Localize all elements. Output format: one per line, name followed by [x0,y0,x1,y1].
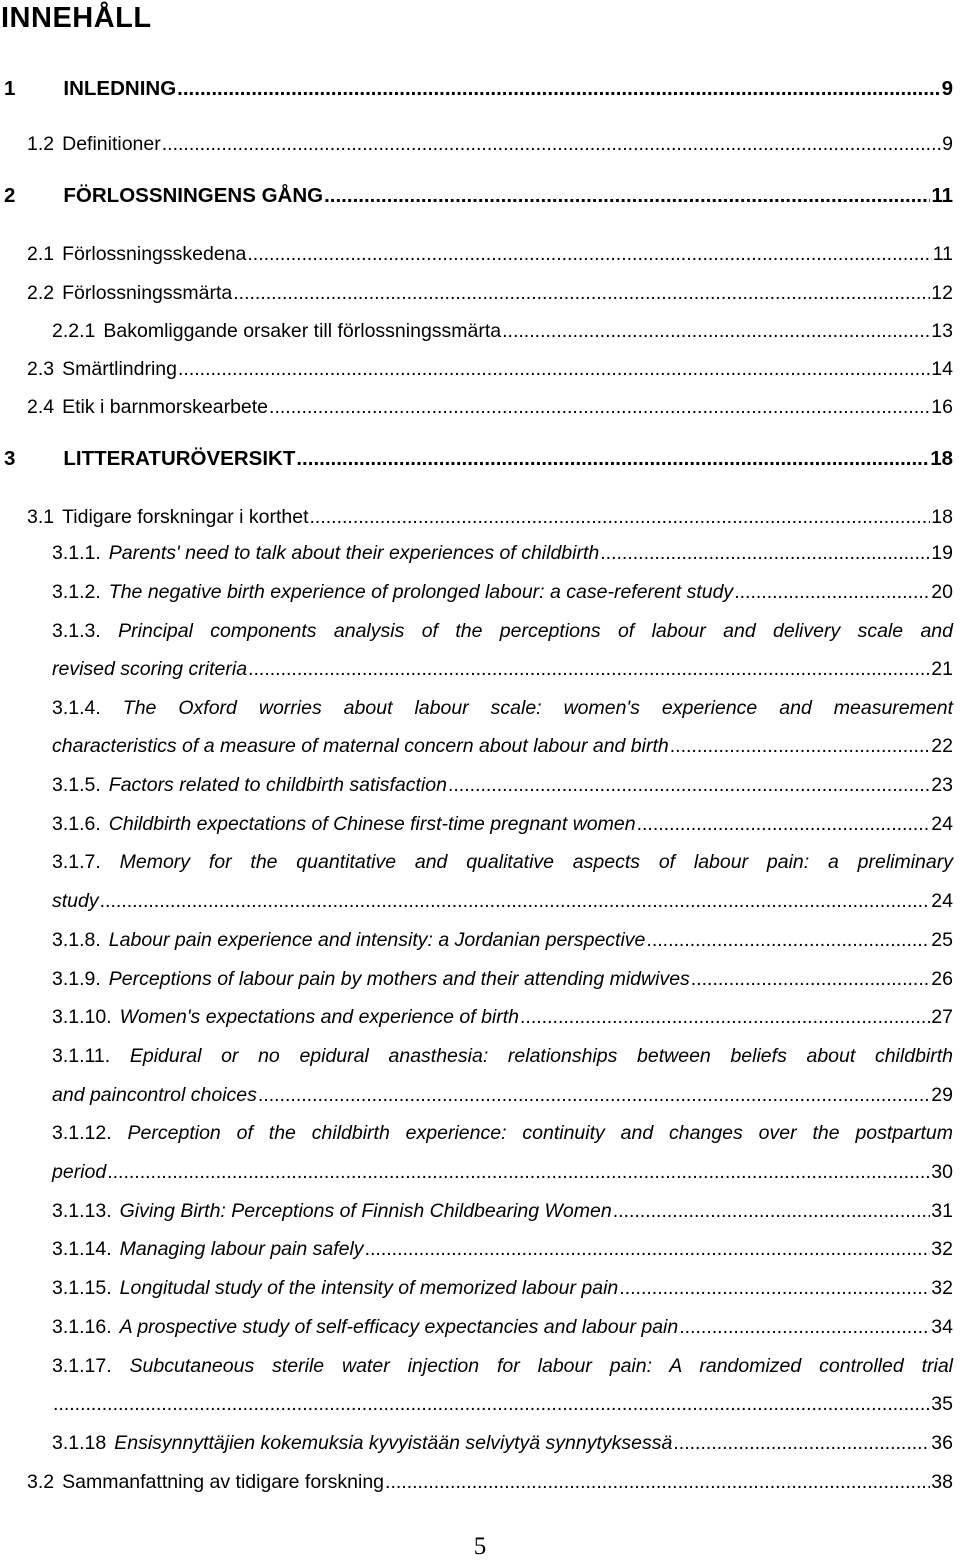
toc-page-number: 25 [931,929,953,951]
toc-leader-dots [258,1084,930,1106]
toc-page-number: 22 [931,735,953,757]
toc-entry-title: Subcutaneous sterile water injection for labour pain: A randomized controlled trial [129,1355,953,1377]
toc-entry-second-line [52,1161,953,1183]
toc-entry-line [27,358,953,380]
toc-entry-title: Giving Birth: Perceptions of Finnish Childbearing Women [119,1200,612,1222]
page-number: 5 [473,1533,487,1560]
toc-entry-title: Smärtlindring [62,358,177,380]
toc-entry-line [52,774,953,796]
toc-leader-dots [233,282,930,304]
toc-entry-title: LITTERATURÖVERSIKT [63,447,296,470]
toc-entry-first-line [52,697,953,719]
toc-page-number: 18 [931,506,953,528]
toc-leader-dots [365,1238,931,1260]
toc-entry-title: Perceptions of labour pain by mothers and their attending midwives [108,968,690,990]
toc-leader-dots [502,320,930,342]
toc-leader-dots [107,1161,930,1183]
toc-entry-second-line [52,658,953,680]
toc-page-number: 24 [931,813,953,835]
toc-leader-dots [670,735,931,757]
toc-leader-dots [248,658,930,680]
toc-page-number: 14 [931,358,953,380]
toc-page-number: 11 [932,243,953,265]
toc-entry-number: 3.1.12. [52,1122,112,1144]
toc-entry-line [52,929,953,951]
toc-entry-number: 3.1.6. [52,813,101,835]
toc-leader-dots [247,243,931,265]
toc-entry-number: 3.1.18 [52,1432,107,1454]
toc-entry-number: 3 [4,447,16,470]
toc-entry-line [52,581,953,603]
toc-entry-title-continued: study [52,890,99,912]
toc-page-number: 38 [931,1471,953,1493]
toc-entry-number: 3.1.10. [52,1006,112,1028]
toc-entry-number: 3.1.11. [52,1045,111,1067]
toc-entry-line [52,813,953,835]
toc-page-number: 35 [931,1393,953,1415]
toc-entry-title: Ensisynnyttäjien kokemuksia kyvyistään selviytyä synnytyksessä [114,1432,673,1454]
toc-entry-first-line [52,1122,953,1144]
toc-page-number: 9 [941,77,953,100]
toc-entry-number: 3.1.3. [52,620,101,642]
toc-page-number: 36 [931,1432,953,1454]
toc-entry-line [27,243,953,265]
toc-entry-title: Parents' need to talk about their experiences of childbirth [108,542,600,564]
toc-page-number: 31 [931,1200,953,1222]
toc-entry-number: 3.1.17. [52,1355,112,1377]
toc-entry-second-line [52,735,953,757]
toc-entry-line [27,506,953,528]
toc-entry-line [52,542,953,564]
toc-leader-dots [178,358,930,380]
toc-page-number: 26 [931,968,953,990]
toc-entry-line [27,282,953,304]
toc-page-number: 32 [931,1238,953,1260]
toc-entry-title: Förlossningsskedena [62,243,247,265]
toc-entry-title-continued: and paincontrol choices [52,1084,257,1106]
toc-entry-title: FÖRLOSSNINGENS GÅNG [63,184,324,207]
toc-entry-title: The negative birth experience of prolonged labour: a case-referent study [108,581,734,603]
toc-entry-number: 3.1.2. [52,581,101,603]
toc-page-number: 27 [931,1006,953,1028]
toc-entry-line [27,133,953,155]
toc-entry-title: Principal components analysis of the perceptions of labour and delivery scale and [118,620,953,642]
toc-page-number: 24 [931,890,953,912]
toc-entry-line [4,185,953,207]
toc-entry-number: 3.1.15. [52,1277,112,1299]
toc-entry-title: A prospective study of self-efficacy expectancies and labour pain [119,1316,679,1338]
toc-entry-second-line [52,1084,953,1106]
toc-entry-first-line [52,1355,953,1377]
toc-entry-number: 2.1 [27,243,55,265]
toc-leader-dots [679,1316,930,1338]
toc-entry-title: The Oxford worries about labour scale: women's experience and measurement [122,697,953,719]
toc-entry-title: Managing labour pain safely [119,1238,364,1260]
toc-entry-number: 2.2 [27,282,55,304]
toc-entry-number: 2 [4,184,16,207]
toc-leader-dots [162,133,941,155]
toc-entry-line [27,396,953,418]
toc-leader-dots [53,1393,930,1415]
toc-entry-title-continued: characteristics of a measure of maternal concern about labour and birth [52,735,669,757]
toc-entry-number: 2.3 [27,358,55,380]
toc-page-number: 11 [931,184,953,207]
toc-entry-line [52,1200,953,1222]
toc-entry-first-line [52,1045,953,1067]
toc-entry-line [52,968,953,990]
toc-leader-dots [520,1006,930,1028]
toc-entry-number: 3.1 [27,506,55,528]
toc-page-number: 21 [931,658,953,680]
toc-entry-number: 3.1.8. [52,929,101,951]
toc-leader-dots [691,968,931,990]
toc-entry-title: Sammanfattning av tidigare forskning [62,1471,385,1493]
toc-entry-number: 3.1.16. [52,1316,112,1338]
toc-entry-line [52,1432,953,1454]
toc-leader-dots [600,542,930,564]
toc-entry-title: INLEDNING [63,77,177,100]
toc-page-number: 34 [931,1316,953,1338]
toc-entry-title: Perception of the childbirth experience: continuity and changes over the postpartum [127,1122,954,1144]
toc-entry-number: 3.1.4. [52,697,101,719]
toc-entry-title: Definitioner [62,133,161,155]
toc-entry-line [52,1238,953,1260]
toc-page-number: 13 [931,320,953,342]
toc-page-number: 20 [931,581,953,603]
toc-entry-title: Förlossningssmärta [62,282,233,304]
toc-entry-number: 1.2 [27,133,55,155]
toc-entry-line [52,1316,953,1338]
toc-page-number: 18 [930,447,953,470]
toc-entry-number: 3.1.1. [52,542,101,564]
toc-leader-dots [177,78,940,100]
toc-leader-dots [637,813,931,835]
toc-page-number: 32 [931,1277,953,1299]
toc-entry-title: Bakomliggande orsaker till förlossningssmärta [103,320,502,342]
toc-entry-number: 3.2 [27,1471,55,1493]
toc-leader-dots [296,448,929,470]
toc-entry-title-continued: revised scoring criteria [52,658,248,680]
toc-entry-line [52,320,953,342]
toc-entry-number: 2.2.1 [52,320,96,342]
toc-entry-title: Memory for the quantitative and qualitative aspects of labour pain: a preliminary [119,851,953,873]
toc-entry-title: Epidural or no epidural anasthesia: relationships between beliefs about childbirth [129,1045,953,1067]
toc-leader-dots [646,929,930,951]
toc-entry-first-line [52,620,953,642]
toc-entry-line [52,1277,953,1299]
toc-entry-title: Etik i barnmorskearbete [62,396,269,418]
toc-page-number: 29 [931,1084,953,1106]
toc-entry-second-line [52,890,953,912]
toc-leader-dots [734,581,930,603]
toc-entry-number: 3.1.9. [52,968,101,990]
toc-page-number: 12 [931,282,953,304]
toc-leader-dots [673,1432,930,1454]
toc-entry-second-line [52,1393,953,1415]
toc-page-number: 16 [931,396,953,418]
toc-entry-number: 1 [4,77,16,100]
toc-entry-number: 3.1.7. [52,851,101,873]
toc-entry-number: 3.1.14. [52,1238,112,1260]
toc-page-number: 30 [931,1161,953,1183]
toc-entry-title: Longitudal study of the intensity of memorized labour pain [119,1277,619,1299]
toc-leader-dots [100,890,931,912]
toc-page-number: 9 [942,133,953,155]
toc-leader-dots [324,185,930,207]
toc-entry-title: Women's expectations and experience of birth [119,1006,520,1028]
toc-entry-line [27,1471,953,1493]
toc-entry-line [4,78,953,100]
toc-page-number: 23 [931,774,953,796]
toc-entry-title: Childbirth expectations of Chinese first-time pregnant women [108,813,636,835]
toc-leader-dots [613,1200,931,1222]
toc-page-number: 19 [931,542,953,564]
toc-entry-title-continued: period [52,1161,107,1183]
toc-entry-title: Labour pain experience and intensity: a Jordanian perspective [108,929,646,951]
toc-entry-first-line [52,851,953,873]
toc-entry-number: 3.1.5. [52,774,101,796]
toc-entry-title: Factors related to childbirth satisfaction [108,774,447,796]
page-title: INNEHÅLL [1,2,152,34]
toc-entry-number: 2.4 [27,396,55,418]
toc-leader-dots [385,1471,930,1493]
toc-entry-title: Tidigare forskningar i korthet [62,506,309,528]
toc-entry-line [52,1006,953,1028]
toc-leader-dots [310,506,931,528]
toc-entry-number: 3.1.13. [52,1200,112,1222]
toc-leader-dots [269,396,930,418]
toc-leader-dots [619,1277,930,1299]
toc-entry-line [4,448,953,470]
toc-leader-dots [448,774,930,796]
